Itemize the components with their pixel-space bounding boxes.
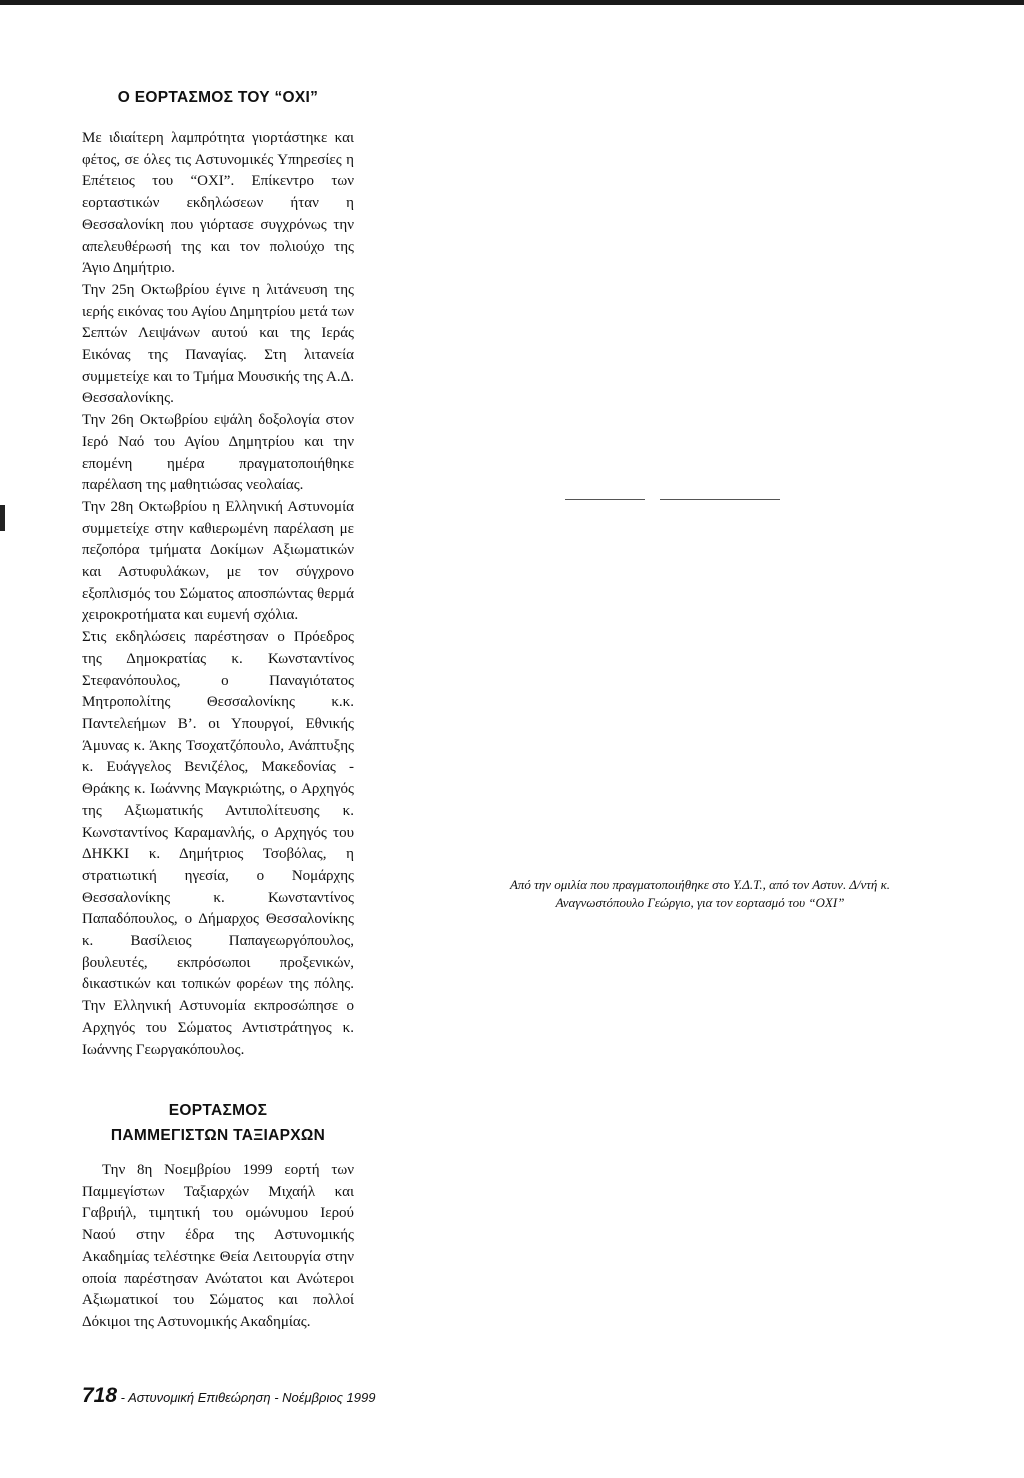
photo-caption-line: Από την ομιλία που πραγματοποιήθηκε στο Υ.Δ.Τ., από τον Αστυν. Δ/ντή κ. (509, 877, 891, 892)
article-body-taxiarches (82, 1160, 354, 1334)
footer-separator: - (117, 1390, 129, 1405)
paragraph: Την 28η Οκτωβρίου η Ελληνική Αστυνομία συμμετείχε στην καθιερωμένη παρέλαση με πεζοπόρα τμήματα Δοκίμων Αξιωματικών και Αστυφυλάκων, με τον σύγχρονο εξοπλισμός του Σώματος αποσπώντας θερμά χειροκροτήματα και ευμενή σχόλια. (82, 498, 354, 624)
page-number: 718 (82, 1384, 118, 1407)
article-title-taxiarches (82, 1098, 354, 1148)
title-line: ΕΟΡΤΑΣΜΟΣ (168, 1102, 268, 1119)
title-line: ΠΑΜΜΕΓΙΣΤΩΝ ΤΑΞΙΑΡΧΩΝ (110, 1127, 326, 1144)
paragraph: Την 8η Νοεμβρίου 1999 εορτή των Παμμεγίστων Ταξιαρχών Μιχαήλ και Γαβριήλ, τιμητική του ομώνυμου Ιερού Ναού στην έδρα της Αστυνομικής Ακαδημίας τελέστηκε Θεία Λειτουργία στην οποία παρέστησαν Ανώτατοι και Ανώτεροι Αξιωματικοί του Σώματος και πολλοί Δόκιμοι της Αστυνομικής Ακαδημίας. (82, 1162, 354, 1330)
scan-edge-mark (0, 505, 5, 531)
journal-name: Αστυνομική Επιθεώρηση - Νοέμβριος 1999 (128, 1390, 376, 1405)
paragraph: Την 26η Οκτωβρίου εψάλη δοξολογία στον Ιερό Ναό του Αγίου Δημητρίου και την επομένη ημέρα πραγματοποιήθηκε παρέλαση της μαθητιώσας νεολαίας. (82, 412, 354, 494)
photo-top-rule (565, 499, 645, 500)
paragraph: Την 25η Οκτωβρίου έγινε η λιτάνευση της ιερής εικόνας του Αγίου Δημητρίου μετά των Σεπτών Λειψάνων αυτού και της Ιεράς Εικόνας της Παναγίας. Στη λιτανεία συμμετείχε και το Τμήμα Μουσικής της Α.Δ. Θεσσαλονίκης. (82, 281, 354, 407)
scan-edge-top (0, 0, 1024, 5)
paragraph: Στις εκδηλώσεις παρέστησαν ο Πρόεδρος της Δημοκρατίας κ. Κωνσταντίνος Στεφανόπουλος, ο Παναγιότατος Μητροπολίτης Θεσσαλονίκης κ.κ. Παντελεήμων Β’. οι Υπουργοί, Εθνικής Άμυνας κ. Άκης Τσοχατζόπουλο, Ανάπτυξης κ. Ευάγγελος Βενιζέλος, Μακεδονίας - Θράκης κ. Ιωάννης Μαγκριώτης, ο Αρχηγός της Αξιωματικής Αντιπολίτευσης κ. Κωνσταντίνος Καραμανλής, ο Αρχηγός του ΔΗΚΚΙ κ. Δημήτριος Τσοβόλας, η στρατιωτική ηγεσία, ο Νομάρχης Θεσσαλονίκης κ. Κωνσταντίνος Παπαδόπουλος, ο Δήμαρχος Θεσσαλονίκης κ. Βασίλειος Παπαγεωργόπουλος, βουλευτές, εκπρόσωποι προξενικών, δικαστικών και τοπικών φορέων της πόλης. Την Ελληνική Αστυνομία εκπροσώπησε ο Αρχηγός του Σώματος Αντιστράτηγος κ. Ιωάννης Γεωργακόπουλος. (82, 629, 354, 1058)
photo-caption (430, 876, 970, 912)
photo-top-rule (660, 499, 780, 500)
article-title-oxi: Ο ΕΟΡΤΑΣΜΟΣ ΤΟΥ “ΟΧΙ” (117, 89, 319, 106)
paragraph: Με ιδιαίτερη λαμπρότητα γιορτάστηκε και φέτος, σε όλες τις Αστυνομικές Υπηρεσίες η Επέτειος του “ΟΧΙ”. Επίκεντρο των εορταστικών εκδηλώσεων ήταν η Θεσσαλονίκη που γιόρτασε συγχρόνως την απελευθέρωσή της και τον πολιούχο της Άγιο Δημήτριο. (82, 130, 354, 277)
photo-caption-line: Αναγνωστόπουλο Γεώργιο, για τον εορτασμό του “ΟΧΙ” (555, 895, 845, 910)
article-body-oxi (82, 128, 354, 1061)
page-footer (82, 1384, 682, 1408)
